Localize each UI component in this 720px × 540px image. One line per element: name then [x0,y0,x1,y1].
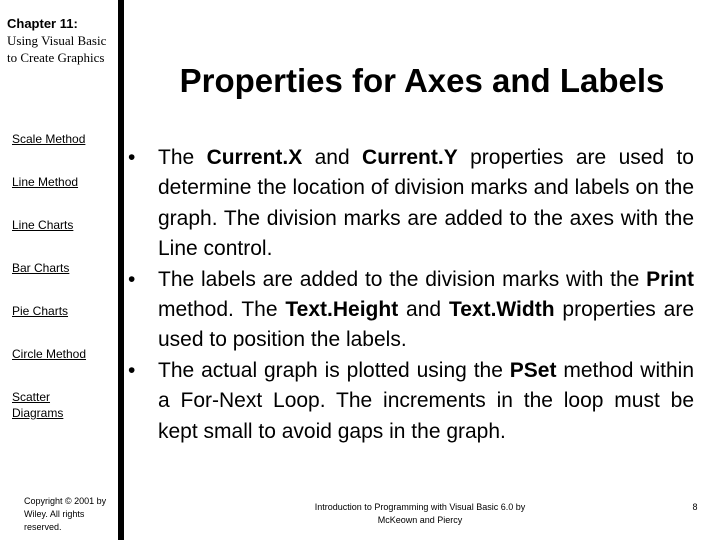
nav-link-pie-charts[interactable]: Pie Charts [12,304,69,318]
bullet-item [128,143,694,265]
copyright-notice: Copyright © 2001 by Wiley. All rights reserved. [24,496,107,532]
sidebar [0,0,118,540]
bullet-keyword: Print [646,267,694,291]
bullet-run: method. The [158,298,286,322]
footer-book-credit: Introduction to Programming with Visual Basic 6.0 by McKeown and Piercy [314,502,526,525]
bullet-text [158,146,694,260]
bullet-keyword: Current.Y [362,146,458,169]
bullet-keyword: Text.Height [285,298,399,322]
nav-link-line-method[interactable]: Line Method [12,175,79,189]
chapter-label: Chapter 11: [7,16,78,31]
slide-title: Properties for Axes and Labels [179,62,665,99]
bullet-run: properties are used to position the labels. [158,298,694,352]
bullet-text [158,268,694,352]
nav-link-bar-charts[interactable]: Bar Charts [12,261,70,275]
bullet-run: The labels are added to the division marks with the [158,267,647,291]
nav-link-scale-method[interactable]: Scale Method [12,132,86,146]
bullet-text [158,359,694,443]
bullet-run: method within a For-Next Loop. The increments in the loop must be kept small to avoid gaps in the graph. [158,358,695,443]
bullet-run: properties are used to determine the location of division marks and labels on the graph. The division marks are added to the axes with the Line control. [158,146,694,261]
bullet-run: The [158,146,207,169]
nav-link-scatter-diagrams[interactable]: Scatter Diagrams [12,390,64,420]
bullet-run: and [302,146,363,169]
bullet-item [128,356,694,447]
bullet-item [128,265,694,356]
bullet-keyword: Text.Width [448,298,555,322]
bullet-list [128,143,694,447]
page-number: 8 [692,502,698,512]
nav-link-line-charts[interactable]: Line Charts [12,218,74,232]
bullet-run: and [398,298,449,322]
bullet-run: The actual graph is plotted using the [158,358,510,382]
chapter-title: Using Visual Basic to Create Graphics [7,33,107,65]
bullet-keyword: PSet [509,358,557,382]
nav-link-circle-method[interactable]: Circle Method [12,347,87,361]
chapter-heading [7,15,115,66]
bullet-keyword: Current.X [206,146,303,169]
